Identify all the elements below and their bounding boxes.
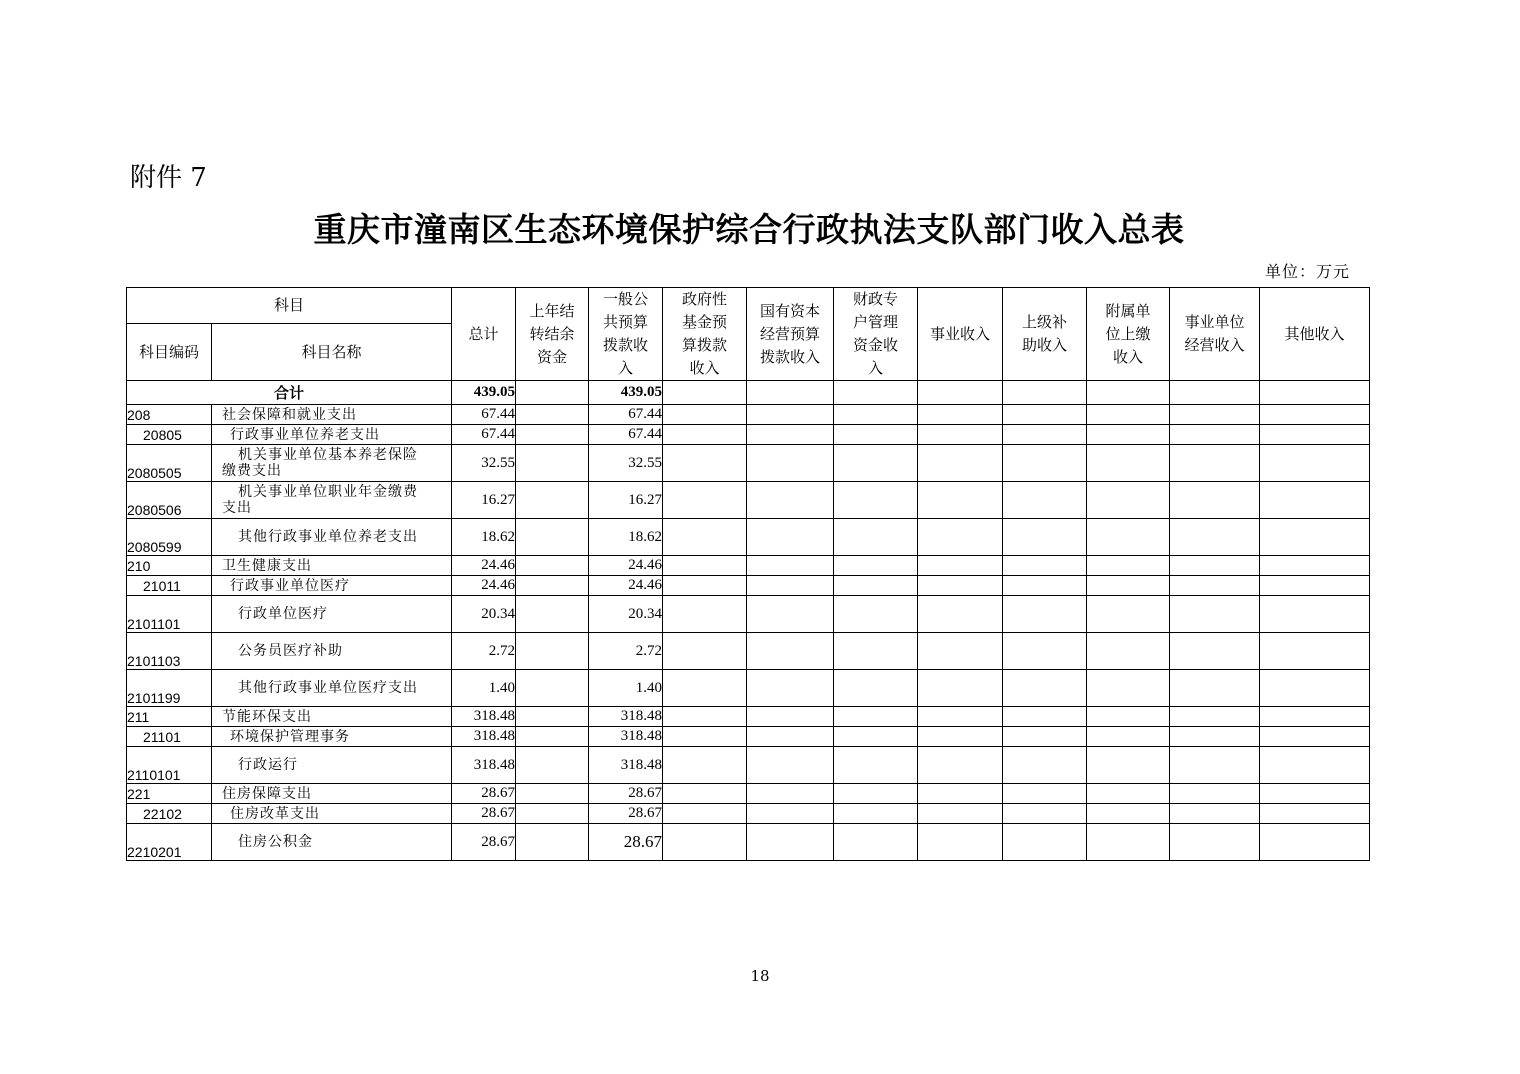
- row-total: 24.46: [452, 556, 516, 576]
- row-code: 2080506: [127, 482, 212, 519]
- row-total: 20.34: [452, 596, 516, 633]
- table-row: [127, 747, 1370, 784]
- row-name: 其他行政事业单位医疗支出: [212, 670, 452, 707]
- total-label: 合计: [127, 381, 452, 405]
- table-row: [127, 425, 1370, 445]
- row-name: 住房改革支出: [212, 804, 452, 824]
- table-row: [127, 707, 1370, 727]
- row-general: 318.48: [589, 747, 663, 784]
- table-row: [127, 405, 1370, 425]
- row-general: 318.48: [589, 727, 663, 747]
- row-total: 1.40: [452, 670, 516, 707]
- row-name: 环境保护管理事务: [212, 727, 452, 747]
- table-row: [127, 596, 1370, 633]
- row-name: 行政事业单位养老支出: [212, 425, 452, 445]
- row-general: 28.67: [589, 804, 663, 824]
- header-prev-balance: 上年结 转结余 资金: [516, 288, 589, 381]
- row-code: 22102: [127, 804, 212, 824]
- row-total: 28.67: [452, 784, 516, 804]
- row-code: 2101103: [127, 633, 212, 670]
- table-row: [127, 804, 1370, 824]
- row-total: 67.44: [452, 425, 516, 445]
- row-code: 2210201: [127, 824, 212, 861]
- table-row: [127, 784, 1370, 804]
- page-title: 重庆市潼南区生态环境保护综合行政执法支队部门收入总表: [313, 210, 1185, 249]
- row-name: 卫生健康支出: [212, 556, 452, 576]
- total-row: [127, 381, 1370, 405]
- row-total: 18.62: [452, 519, 516, 556]
- row-general: 20.34: [589, 596, 663, 633]
- header-superior-subsidy: 上级补 助收入: [1003, 288, 1087, 381]
- row-code: 2101199: [127, 670, 212, 707]
- row-total: 32.55: [452, 445, 516, 482]
- row-general: 18.62: [589, 519, 663, 556]
- header-total: 总计: [452, 288, 516, 381]
- row-code: 208: [127, 405, 212, 425]
- page-number: 18: [750, 967, 770, 985]
- table-row: [127, 576, 1370, 596]
- header-affiliated-turnover: 附属单 位上缴 收入: [1087, 288, 1170, 381]
- row-name: 行政单位医疗: [212, 596, 452, 633]
- header-general-budget: 一般公 共预算 拨款收 入: [589, 288, 663, 381]
- row-code: 211: [127, 707, 212, 727]
- unit-label: 单位：万元: [1265, 262, 1351, 281]
- row-general: 67.44: [589, 405, 663, 425]
- row-name: 机关事业单位基本养老保险 缴费支出: [212, 445, 452, 482]
- row-code: 210: [127, 556, 212, 576]
- header-code: 科目编码: [127, 324, 212, 381]
- row-general: 28.67: [589, 784, 663, 804]
- row-general: 1.40: [589, 670, 663, 707]
- row-total: 318.48: [452, 747, 516, 784]
- total-total: 439.05: [452, 381, 516, 405]
- row-general: 67.44: [589, 425, 663, 445]
- row-general: 16.27: [589, 482, 663, 519]
- row-code: 21011: [127, 576, 212, 596]
- table-row: [127, 556, 1370, 576]
- row-general: 28.67: [589, 824, 663, 861]
- row-code: 20805: [127, 425, 212, 445]
- table-row: [127, 445, 1370, 482]
- row-total: 24.46: [452, 576, 516, 596]
- header-name: 科目名称: [212, 324, 452, 381]
- table-row: [127, 482, 1370, 519]
- header-state-capital: 国有资本 经营预算 拨款收入: [747, 288, 834, 381]
- table-row: [127, 824, 1370, 861]
- row-name: 住房保障支出: [212, 784, 452, 804]
- row-code: 2080505: [127, 445, 212, 482]
- table-row: [127, 670, 1370, 707]
- row-name: 公务员医疗补助: [212, 633, 452, 670]
- table-row: [127, 727, 1370, 747]
- attachment-label: 附件 7: [130, 163, 207, 193]
- income-table: [126, 287, 1370, 861]
- table-row: [127, 519, 1370, 556]
- row-name: 行政运行: [212, 747, 452, 784]
- row-total: 318.48: [452, 707, 516, 727]
- header-subject: 科目: [127, 288, 452, 324]
- row-total: 67.44: [452, 405, 516, 425]
- header-operating-income: 事业单位 经营收入: [1170, 288, 1260, 381]
- total-general: 439.05: [589, 381, 663, 405]
- row-code: 2110101: [127, 747, 212, 784]
- row-code: 2101101: [127, 596, 212, 633]
- row-code: 21101: [127, 727, 212, 747]
- row-total: 2.72: [452, 633, 516, 670]
- row-name: 社会保障和就业支出: [212, 405, 452, 425]
- row-general: 2.72: [589, 633, 663, 670]
- header-other-income: 其他收入: [1260, 288, 1370, 381]
- row-total: 16.27: [452, 482, 516, 519]
- header-business-income: 事业收入: [918, 288, 1003, 381]
- row-total: 318.48: [452, 727, 516, 747]
- row-general: 24.46: [589, 556, 663, 576]
- row-name: 其他行政事业单位养老支出: [212, 519, 452, 556]
- row-name: 住房公积金: [212, 824, 452, 861]
- row-code: 221: [127, 784, 212, 804]
- row-total: 28.67: [452, 804, 516, 824]
- row-general: 24.46: [589, 576, 663, 596]
- row-code: 2080599: [127, 519, 212, 556]
- row-name: 机关事业单位职业年金缴费 支出: [212, 482, 452, 519]
- row-general: 32.55: [589, 445, 663, 482]
- row-name: 节能环保支出: [212, 707, 452, 727]
- row-general: 318.48: [589, 707, 663, 727]
- header-gov-fund: 政府性 基金预 算拨款 收入: [663, 288, 747, 381]
- row-total: 28.67: [452, 824, 516, 861]
- row-name: 行政事业单位医疗: [212, 576, 452, 596]
- header-special-account: 财政专 户管理 资金收 入: [834, 288, 918, 381]
- table-row: [127, 633, 1370, 670]
